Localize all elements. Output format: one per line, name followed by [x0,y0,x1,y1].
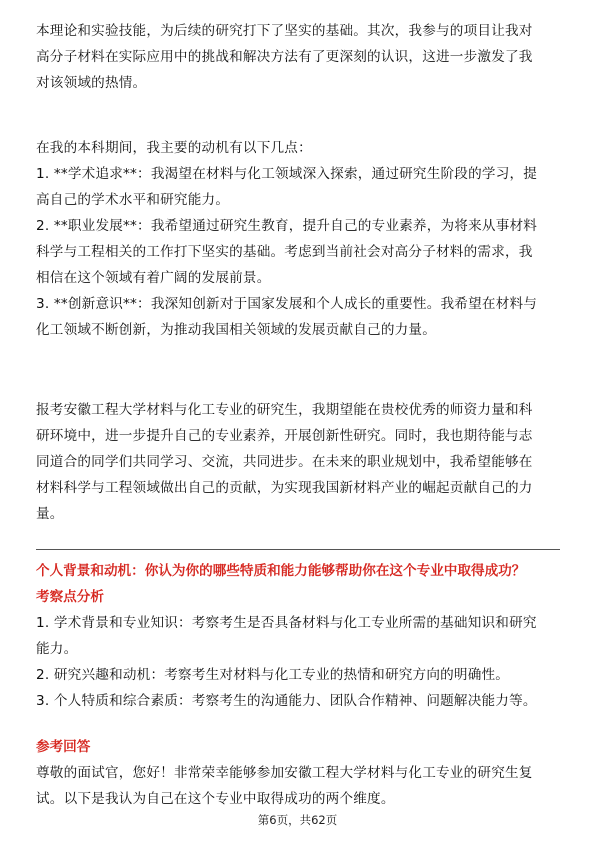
list-item-line: 2. **职业发展**：我希望通过研究生教育，提升自己的专业素养，为将来从事材料 [36,218,538,234]
list-item-line: 1. 学术背景和专业知识：考察考生是否具备材料与化工专业所需的基础知识和研究 [36,615,537,631]
text-line: 同道合的同学们共同学习、交流，共同进步。在未来的职业规划中，我希望能够在 [36,454,533,470]
text-line: 对该领域的热情。 [36,75,147,91]
list-item-line: 科学与工程相关的工作打下坚实的基础。考虑到当前社会对高分子材料的需求，我 [36,244,533,260]
list-item-line: 高自己的学术水平和研究能力。 [36,192,230,208]
text-line: 量。 [36,506,64,522]
text-line: 报考安徽工程大学材料与化工专业的研究生，我期望能在贵校优秀的师资力量和科 [36,402,533,418]
list-item-line: 3. **创新意识**：我深知创新对于国家发展和个人成长的重要性。我希望在材料与 [36,296,538,312]
list-item-line: 能力。 [36,641,78,657]
text-line: 材料科学与工程领域做出自己的贡献，为实现我国新材料产业的崛起贡献自己的力 [36,480,533,496]
text-line: 高分子材料在实际应用中的挑战和解决方法有了更深刻的认识，这进一步激发了我 [36,49,533,65]
section-divider [36,549,560,550]
list-item-line: 2. 研究兴趣和动机：考察考生对材料与化工专业的热情和研究方向的明确性。 [36,667,510,683]
motivation-intro: 在我的本科期间，我主要的动机有以下几点： [36,140,312,156]
text-line: 试。以下是我认为自己在这个专业中取得成功的两个维度。 [36,791,395,807]
list-item-line: 相信在这个领域有着广阔的发展前景。 [36,270,271,286]
intro-paragraph [36,18,566,96]
answer-heading: 参考回答 [36,739,91,755]
page-number: 第6页，共62页 [257,813,338,827]
analysis-heading: 考察点分析 [36,589,104,605]
motivation-section [36,135,566,343]
text-line: 研环境中，进一步提升自己的专业素养，开展创新性研究。同时，我也期待能与志 [36,428,533,444]
analysis-list [36,610,566,714]
text-line: 本理论和实验技能，为后续的研究打下了坚实的基础。其次，我参与的项目让我对 [36,23,533,39]
list-item-line: 化工领域不断创新，为推动我国相关领域的发展贡献自己的力量。 [36,322,437,338]
list-item-line: 1. **学术追求**：我渴望在材料与化工领域深入探索，通过研究生阶段的学习，提 [36,166,538,182]
closing-paragraph [36,397,566,527]
answer-paragraph [36,760,566,812]
text-line: 尊敬的面试官，您好！非常荣幸能够参加安徽工程大学材料与化工专业的研究生复 [36,765,533,781]
list-item-line: 3. 个人特质和综合素质：考察考生的沟通能力、团队合作精神、问题解决能力等。 [36,693,537,709]
question-title: 个人背景和动机：你认为你的哪些特质和能力能够帮助你在这个专业中取得成功？ [36,563,526,579]
